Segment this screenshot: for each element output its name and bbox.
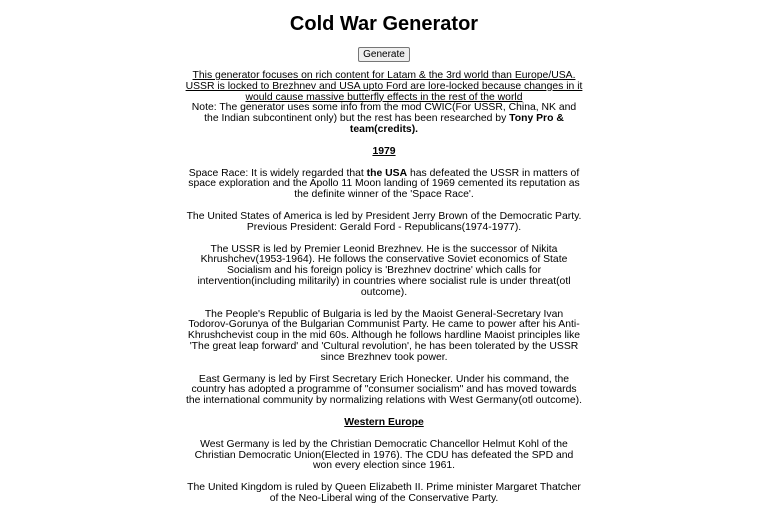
intro-section (184, 71, 584, 136)
western-europe-heading: Western Europe (344, 416, 424, 428)
usa-leader: The United States of America is led by President Jerry Brown of the Democratic Party. (186, 210, 582, 222)
space-race-prefix: Space Race: It is widely regarded that (188, 167, 367, 179)
page-title: Cold War Generator (289, 13, 479, 35)
year-heading: 1979 (372, 145, 396, 157)
west-germany-paragraph: West Germany is led by the Christian Democratic Chancellor Helmut Kohl of the Christian Democratic Union(Elected in 1976). The CDU has defeated the SPD and won every election since 1961. (194, 438, 574, 472)
usa-previous-president: Previous President: Gerald Ford - Republicans(1974-1977). (246, 221, 522, 233)
space-race-paragraph (184, 169, 584, 201)
uk-paragraph: The United Kingdom is ruled by Queen Elizabeth II. Prime minister Margaret Thatcher of the Neo-Liberal wing of the Conservative Party. (187, 482, 581, 504)
bulgaria-paragraph: The People's Republic of Bulgaria is led by the Maoist General-Secretary Ivan Todorov-Gorunya of the Bulgarian Communist Party. He came to power after his Anti-Khrushchevist coup in the mid 60s. Although he follows hardline Maoist principles like 'The great leap forward' and 'Cultural revolution', he has been tolerated by the USSR since Brezhnev took power. (187, 308, 581, 363)
generator-page (184, 0, 584, 505)
note-prefix: Note: The generator uses some info from the mod CWIC(For USSR, China, NK and the Indian subcontinent only) but the rest has been researched by (191, 102, 577, 125)
space-race-winner: the USA (366, 167, 408, 179)
button-row (184, 47, 584, 62)
disclaimer-text: This generator focuses on rich content for Latam & the 3rd world than Europe/USA. USSR is locked to Brezhnev and USA upto Ford are lore-locked because changes in it would cause massive butterfly effects in the rest of the world (185, 70, 583, 103)
credits-text: Tony Pro & team(credits). (349, 113, 564, 135)
usa-paragraph (184, 212, 584, 234)
note-text (184, 103, 584, 135)
ussr-paragraph: The USSR is led by Premier Leonid Brezhnev. He is the successor of Nikita Khrushchev(1953-1964). He follows the conservative Soviet economics of State Socialism and his foreign policy is 'Brezhnev doctrine' which calls for intervention(including militarily) in countries where socialist rule is under threat(otl outcome). (197, 243, 571, 298)
east-germany-paragraph: East Germany is led by First Secretary Erich Honecker. Under his command, the country has adopted a programme of "consumer socialism" and has moved towards the international community by normalizing relations with West Germany(otl outcome). (186, 373, 582, 407)
space-race-suffix: has defeated the USSR in matters of space exploration and the Apollo 11 Moon landing of 1969 cemented its reputation as the definite winner of the 'Space Race'. (188, 167, 580, 201)
generate-button[interactable]: Generate (358, 47, 410, 62)
